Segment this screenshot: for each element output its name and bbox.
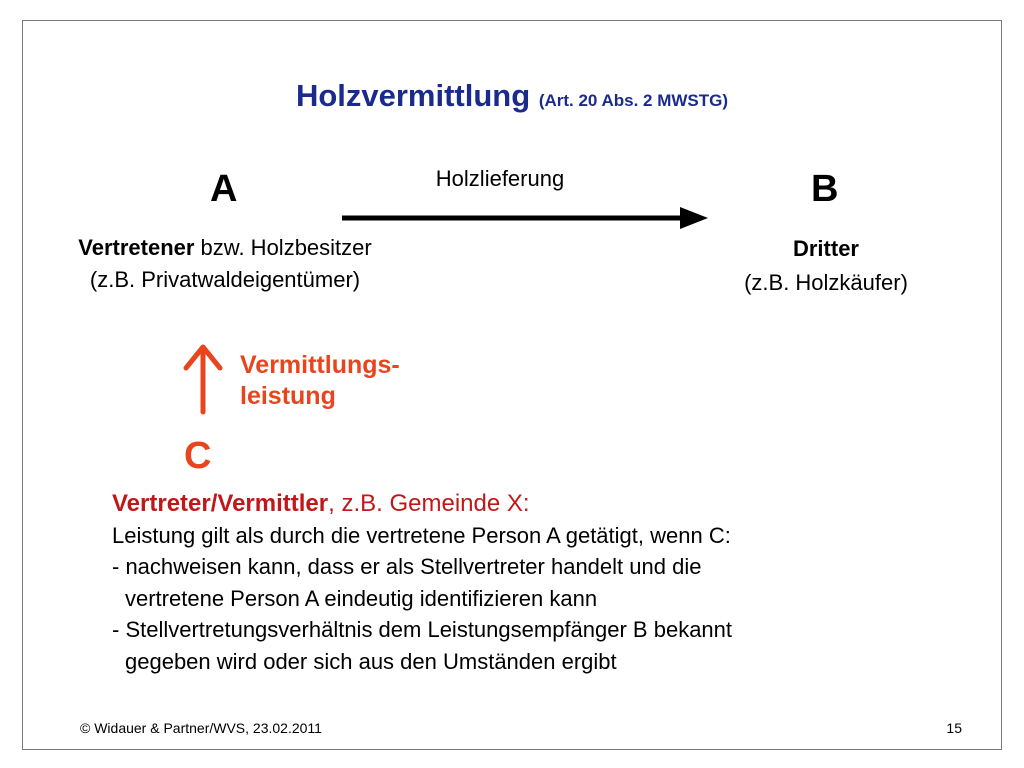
service-label-line-2: leistung <box>240 382 336 410</box>
party-b-letter: B <box>811 168 839 210</box>
party-c-description <box>112 488 732 677</box>
title-reference: (Art. 20 Abs. 2 MWSTG) <box>538 91 729 110</box>
party-b-role: Dritter <box>792 236 859 261</box>
party-b-example: (z.B. Holzkäufer) <box>744 270 908 295</box>
party-a-description <box>40 232 410 296</box>
service-label-line-1: Vermittlungs- <box>240 351 400 379</box>
delivery-arrow-icon <box>340 203 710 233</box>
slide-title <box>0 78 1024 114</box>
party-c-role: Vertreter/Vermittler <box>112 490 329 517</box>
party-c-line-5: gegeben wird oder sich aus den Umständen ergibt <box>125 648 617 674</box>
party-c-line-1: Leistung gilt als durch die vertretene Person A getätigt, wenn C: <box>112 522 731 548</box>
party-b-description <box>710 232 942 300</box>
service-arrow-icon <box>180 342 226 414</box>
party-a-letter: A <box>210 168 238 210</box>
party-c-heading <box>112 488 732 520</box>
footer-page-number: 15 <box>946 720 962 736</box>
party-a-example: (z.B. Privatwaldeigentümer) <box>89 267 361 292</box>
party-c-line-3: vertretene Person A eindeutig identifizieren kann <box>125 585 598 611</box>
party-c-role-suffix: , z.B. Gemeinde X: <box>328 490 530 517</box>
party-c-letter: C <box>184 435 212 477</box>
footer-copyright: © Widauer & Partner/WVS, 23.02.2011 <box>80 720 322 736</box>
delivery-label: Holzlieferung <box>435 166 565 191</box>
party-a-role: Vertretener <box>78 235 195 260</box>
party-c-line-4: - Stellvertretungsverhältnis dem Leistungsempfänger B bekannt <box>112 617 733 642</box>
party-c-line-2: - nachweisen kann, dass er als Stellvertreter handelt und die <box>112 554 702 579</box>
title-main: Holzvermittlung <box>295 78 531 113</box>
party-a-role-suffix: bzw. Holzbesitzer <box>194 235 372 260</box>
service-label <box>240 350 400 412</box>
